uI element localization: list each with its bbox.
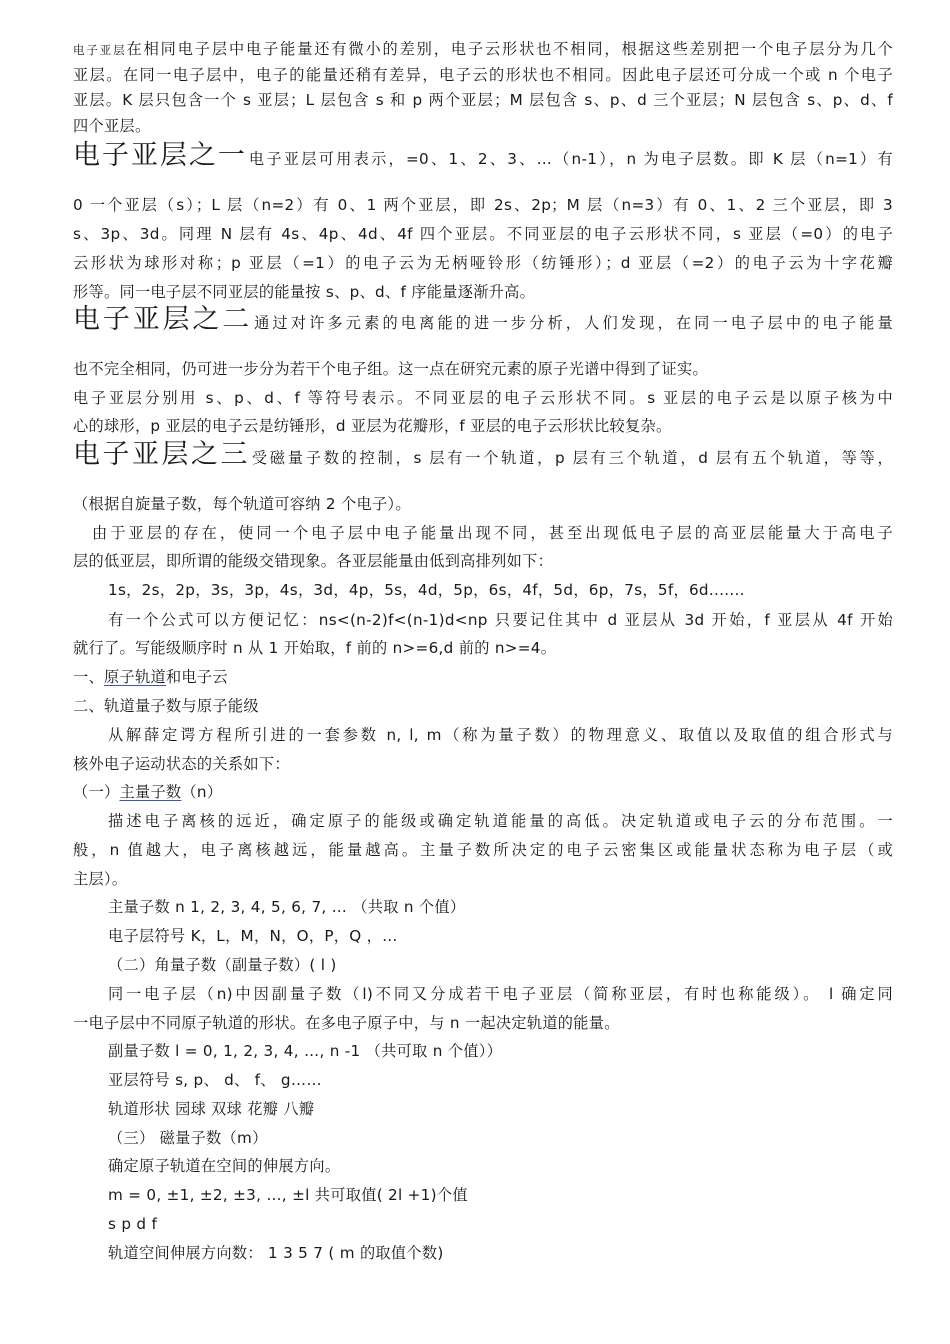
- outline-paragraph-line-1: 从解薛定谔方程所引进的一套参数 n, l, m（称为量子数）的物理意义、取值以及取值的组合形式与: [108, 726, 893, 744]
- intro-text-1: 在相同电子层中电子能量还有微小的差别，电子云形状也不相同，根据这些差别把一个电子层分为几个: [126, 40, 894, 58]
- angular-number-title: （二）角量子数（副量子数）( l ): [108, 956, 337, 974]
- formula-line-1: 有一个公式可以方便记忆：ns<(n-2)f<(n-1)d<np 只要记住其中 d 亚层从 3d 开始，f 亚层从 4f 开始: [108, 611, 893, 629]
- intro-line-2: 亚层。在同一电子层中，电子的能量还稍有差异，电子云的形状也不相同。因此电子层还可分成一个或 n 个电子: [73, 66, 893, 84]
- section-2-text-1: 通过对许多元素的电离能的进一步分析，人们发现，在同一电子层中的电子能量: [254, 314, 894, 332]
- section-3-first-line: [73, 439, 893, 475]
- section-1-text-1: 电子亚层可用表示，=0、1、2、3、…（n-1），n 为电子层数。即 K 层（n=1）有: [248, 150, 894, 168]
- section-3-line-2: （根据自旋量子数，每个轨道可容纳 2 个电子）。: [73, 495, 411, 513]
- section-2-heading: 电子亚层之二: [73, 304, 253, 335]
- section-1-line-3: s、3p、3d。同理 N 层有 4s、4p、4d、4f 四个亚层。不同亚层的电子云形状不同，s 亚层（=0）的电子: [73, 225, 893, 243]
- outline-one-prefix: 一、: [73, 668, 104, 686]
- principal-desc-line-1: 描述电子离核的远近，确定原子的能级或确定轨道能量的高低。决定轨道或电子云的分布范围。一: [108, 812, 893, 830]
- intro-label: 电子亚层: [73, 43, 127, 57]
- subshell-symbols: 亚层符号 s, p、 d、 f、 g……: [108, 1071, 322, 1089]
- intro-line-3: 亚层。K 层只包含一个 s 亚层；L 层包含 s 和 p 两个亚层；M 层包含 s、p、d 三个亚层；N 层包含 s、p、d、f: [73, 91, 893, 109]
- magnetic-number-title: （三） 磁量子数（m）: [108, 1129, 268, 1147]
- section-3-line-3: 由于亚层的存在，使同一个电子层中电子能量出现不同，甚至出现低电子层的高亚层能量大于高电子: [92, 524, 893, 542]
- principal-number-link[interactable]: 主量子数: [119, 783, 182, 801]
- outline-item-one: [73, 667, 893, 687]
- section-1-heading: 电子亚层之一: [73, 140, 247, 171]
- energy-order: 1s，2s，2p，3s，3p，4s，3d，4p，5s，4d，5p，6s，4f，5d，6p，7s，5f，6d.......: [108, 581, 745, 599]
- intro-line-1: [73, 39, 893, 60]
- section-2-line-3: 电子亚层分别用 s、p、d、f 等符号表示。不同亚层的电子云形状不同。s 亚层的电子云是以原子核为中: [73, 389, 893, 407]
- orbital-shapes: 轨道形状 园球 双球 花瓣 八瓣: [108, 1100, 315, 1118]
- section-2-first-line: [73, 304, 893, 340]
- intro-line-4: 四个亚层。: [73, 117, 151, 135]
- magnetic-values: m = 0, ±1, ±2, ±3, …, ±l 共可取值( 2l +1)个值: [108, 1186, 468, 1204]
- section-1-line-4: 云形状为球形对称；p 亚层（=1）的电子云为无柄哑铃形（纺锤形）；d 亚层（=2）的电子云为十字花瓣: [73, 254, 893, 272]
- angular-desc-line-2: 一电子层中不同原子轨道的形状。在多电子原子中，与 n 一起决定轨道的能量。: [73, 1014, 620, 1032]
- formula-line-2: 就行了。写能级顺序时 n 从 1 开始取，f 前的 n>=6,d 前的 n>=4。: [73, 639, 557, 657]
- principal-desc-line-2: 般，n 值越大，电子离核越远，能量越高。主量子数所决定的电子云密集区或能量状态称为电子层（或: [73, 841, 893, 859]
- section-2-line-4: 心的球形，p 亚层的电子云是纺锤形，d 亚层为花瓣形，f 亚层的电子云形状比较复杂。: [73, 417, 672, 435]
- magnetic-desc: 确定原子轨道在空间的伸展方向。: [108, 1157, 341, 1175]
- principal-values: 主量子数 n 1, 2, 3, 4, 5, 6, 7, … （共取 n 个值）: [108, 898, 466, 916]
- atomic-orbital-link[interactable]: 原子轨道: [103, 668, 166, 686]
- section-3-line-4: 层的低亚层，即所谓的能级交错现象。各亚层能量由低到高排列如下：: [73, 552, 554, 570]
- orientation-counts: 轨道空间伸展方向数： 1 3 5 7 ( m 的取值个数): [108, 1244, 444, 1262]
- shell-symbols: 电子层符号 K，L，M，N，O，P，Q ，…: [108, 927, 398, 945]
- angular-values: 副量子数 l = 0, 1, 2, 3, 4, …, n -1 （共可取 n 个值））: [108, 1042, 503, 1060]
- principal-title-suffix: （n）: [181, 783, 223, 801]
- angular-desc-line-1: 同一电子层（n)中因副量子数（l)不同又分成若干电子亚层（简称亚层，有时也称能级）。 l 确定同: [108, 985, 893, 1003]
- subshell-letters: s p d f: [108, 1215, 158, 1233]
- principal-number-title: [73, 782, 893, 802]
- section-1-first-line: [73, 140, 893, 176]
- outline-item-two: 二、轨道量子数与原子能级: [73, 697, 259, 715]
- principal-desc-line-3: 主层）。: [73, 870, 128, 888]
- outline-paragraph-line-2: 核外电子运动状态的关系如下：: [73, 755, 290, 773]
- principal-title-prefix: （一）: [73, 783, 120, 801]
- section-1-line-2: 0 一个亚层（s）；L 层（n=2）有 0、1 两个亚层，即 2s、2p；M 层（n=3）有 0、1、2 三个亚层，即 3: [73, 196, 893, 214]
- outline-one-suffix: 和电子云: [165, 668, 228, 686]
- section-2-line-2: 也不完全相同，仍可进一步分为若干个电子组。这一点在研究元素的原子光谱中得到了证实。: [73, 360, 708, 378]
- section-3-heading: 电子亚层之三: [73, 439, 250, 470]
- section-1-line-5: 形等。同一电子层不同亚层的能量按 s、p、d、f 序能量逐渐升高。: [73, 283, 536, 301]
- section-3-text-1: 受磁量子数的控制，s 层有一个轨道，p 层有三个轨道，d 层有五个轨道，等等，: [251, 449, 893, 467]
